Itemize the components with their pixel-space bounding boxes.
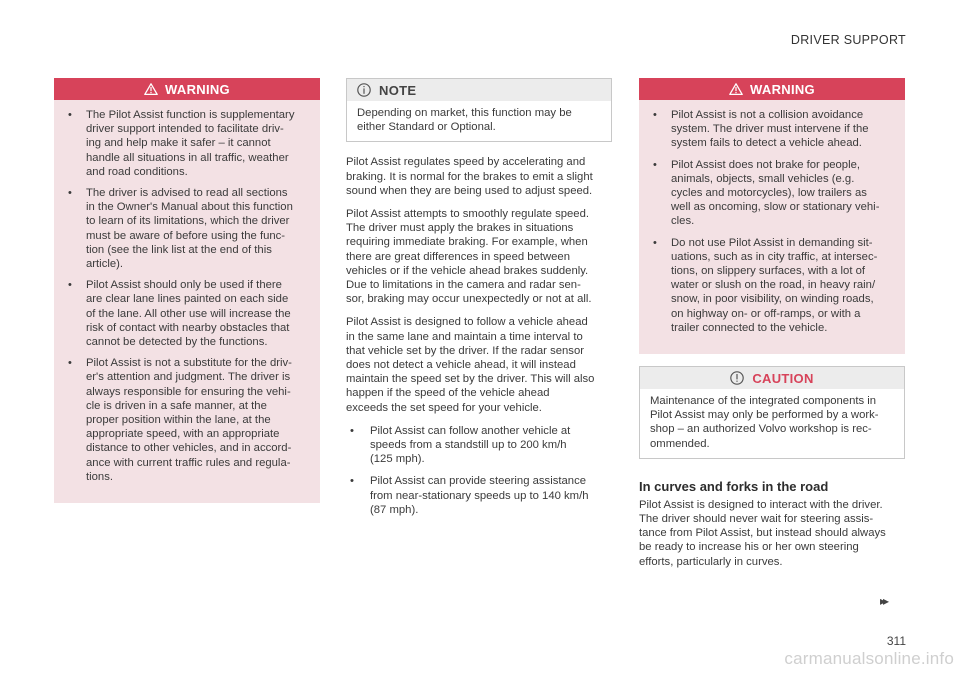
list-item: • Pilot Assist can follow another vehicle at speeds from a standstill up to 200 km/h (125 mph).	[350, 424, 612, 467]
note-text: Depending on market, this function may be either Standard or Optional.	[357, 107, 572, 134]
page-section-header: DRIVER SUPPORT	[790, 33, 906, 47]
caution-text: Maintenance of the integrated components in Pilot Assist may only be performed by a work- shop – an authorized Volvo workshop is rec- ommended.	[650, 395, 879, 450]
warning-triangle-icon	[144, 83, 158, 95]
warning-header	[639, 78, 905, 100]
column-left	[54, 78, 320, 503]
warning-box-right	[639, 78, 905, 354]
continue-arrows-icon: ▸▸	[880, 594, 887, 608]
column-middle	[346, 78, 612, 525]
warning-title: WARNING	[165, 81, 230, 97]
warning-box-left	[54, 78, 320, 503]
note-box	[346, 78, 612, 142]
caution-box	[639, 366, 905, 459]
list-item: • The driver is advised to read all sections in the Owner's Manual about this function to learn of its limitations, which the driver must be aware of before using the func- tion (see the link list at the end of this article).	[66, 186, 308, 271]
info-circle-icon	[357, 83, 371, 97]
paragraph: Pilot Assist is designed to follow a vehicle ahead in the same lane and maintain a time interval to that vehicle set by the driver. If the radar sensor does not detect a vehicle ahead, it will instead maintain the speed set by the driver. This will also happen if the speed of the vehicle ahead exceeds the set speed for your vehicle.	[346, 316, 595, 414]
exclamation-circle-icon	[730, 371, 744, 385]
list-item: • Pilot Assist is not a substitute for the driv- er's attention and judgment. The driver is always responsible for ensuring the vehi- cle is driven in a safe manner, at the proper position within the lane, at the appropriate speed, with an appropriate distance to other vehicles, and in accord- ance with current traffic rules and regula- tions.	[66, 356, 308, 484]
list-item: • Do not use Pilot Assist in demanding sit- uations, such as in city traffic, at intersec- tions, on slippery surfaces, with a lot of water or slush on the road, in heavy rain/ snow, in poor visibility, on winding roads, on highway on- or off-ramps, or with a trailer connected to the vehicle.	[651, 236, 893, 335]
warning-header	[54, 78, 320, 100]
caution-header	[640, 367, 904, 389]
list-item: • Pilot Assist should only be used if there are clear lane lines painted on each side of the lane. All other use will increase the risk of contact with nearby obstacles that cannot be detected by the functions.	[66, 278, 308, 349]
note-header	[347, 79, 611, 101]
body-text	[346, 155, 612, 414]
speed-list	[346, 424, 612, 517]
column-right	[639, 78, 905, 569]
warning-title: WARNING	[750, 81, 815, 97]
warning-triangle-icon	[729, 83, 743, 95]
list-item: • Pilot Assist can provide steering assistance from near-stationary speeds up to 140 km/h (87 mph).	[350, 474, 612, 517]
list-item: • Pilot Assist does not brake for people, animals, objects, small vehicles (e.g. cycles and motorcycles), low trailers as well as oncoming, slow or stationary vehi- cles.	[651, 158, 893, 229]
note-title: NOTE	[379, 82, 417, 98]
page-number: 311	[886, 634, 906, 648]
paragraph: Pilot Assist regulates speed by accelerating and braking. It is normal for the brakes to emit a slight sound when they are being used to adjust speed.	[346, 156, 593, 197]
list-item: • The Pilot Assist function is supplementary driver support intended to facilitate driv- ing and help make it safer – it cannot handle all situations in all traffic, weather and road conditions.	[66, 108, 308, 179]
list-item: • Pilot Assist is not a collision avoidance system. The driver must intervene if the system fails to detect a vehicle ahead.	[651, 108, 893, 151]
warning-list	[54, 100, 320, 484]
caution-title: CAUTION	[752, 370, 814, 386]
section-heading: In curves and forks in the road	[639, 478, 829, 494]
paragraph: Pilot Assist attempts to smoothly regulate speed. The driver must apply the brakes in situations requiring immediate braking. For example, when there are great differences in speed between vehicles or if the vehicle ahead brakes suddenly. Due to limitations in the camera and radar sen- sor, braking may occur unexpectedly or not at all.	[346, 208, 592, 306]
section-text: Pilot Assist is designed to interact with the driver. The driver should never wait for steering assis- tance from Pilot Assist, but instead should always be ready to increase his or her own steering efforts, particularly in curves.	[639, 498, 886, 568]
watermark: carmanualsonline.info	[784, 649, 954, 668]
warning-list	[639, 100, 905, 335]
